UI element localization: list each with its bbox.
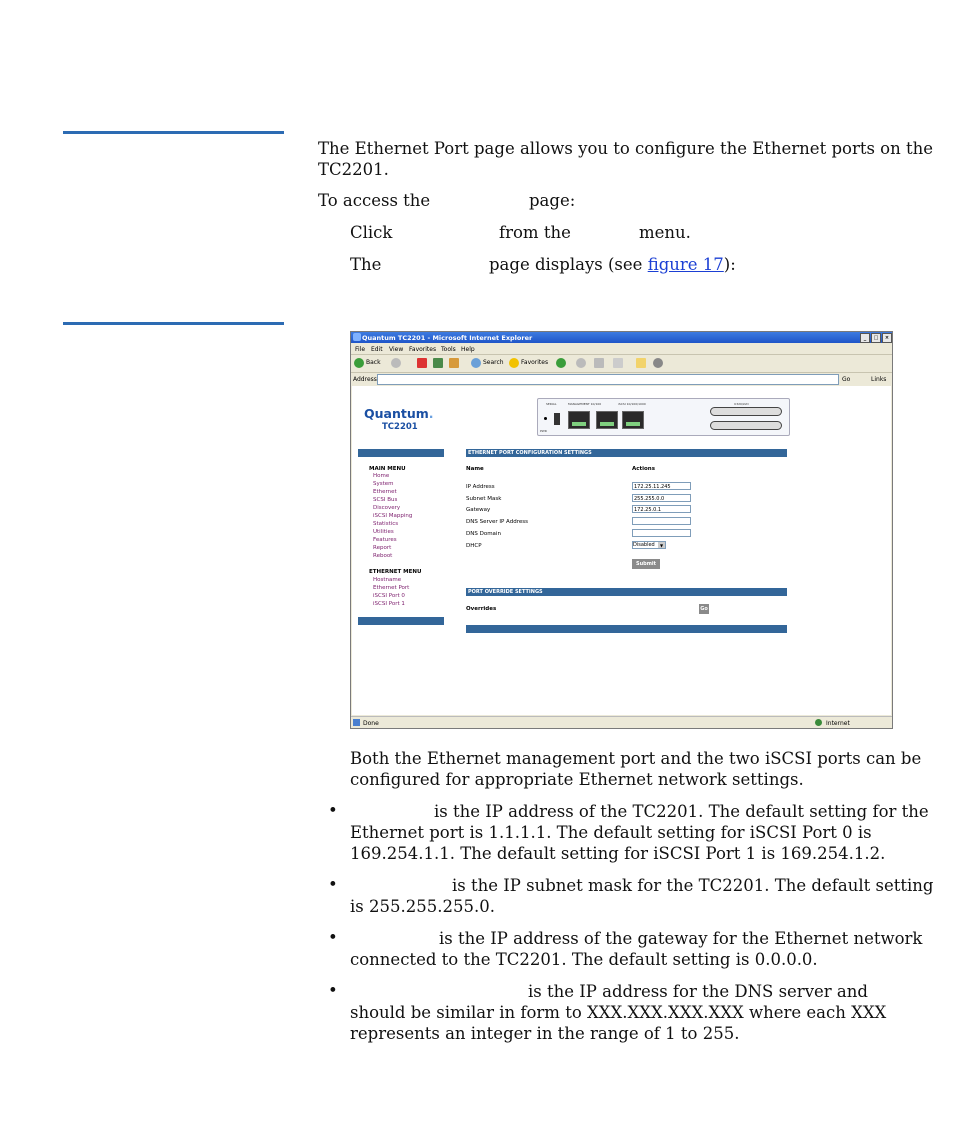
menu-hostname[interactable]: Hostname	[373, 577, 402, 583]
dhcp-select[interactable]: Disabled ▼	[632, 541, 666, 549]
step1-click: Click	[350, 223, 393, 242]
search-icon[interactable]	[471, 358, 481, 368]
address-label: Address	[353, 376, 377, 383]
address-input[interactable]	[377, 374, 839, 385]
dns-domain-input[interactable]	[632, 529, 691, 537]
menu-utilities[interactable]: Utilities	[373, 529, 394, 535]
submit-button[interactable]: Submit	[632, 559, 660, 569]
menu-ethernet-port[interactable]: Ethernet Port	[373, 585, 410, 591]
intro-line-2: TC2201.	[318, 160, 389, 179]
bullet-1-line-3: 169.254.1.1. The default setting for iSCSI Port 1 is 169.254.1.2.	[350, 844, 886, 863]
menu-edit[interactable]: Edit	[371, 346, 383, 353]
mail-icon[interactable]	[576, 358, 586, 368]
step2-the: The	[350, 255, 382, 274]
menu-iscsi-port-0[interactable]: iSCSI Port 0	[373, 593, 405, 599]
body-line-1: Both the Ethernet management port and the two iSCSI ports can be	[350, 749, 922, 768]
bottom-section-bar	[466, 625, 787, 633]
main-menu-title: MAIN MENU	[369, 466, 406, 472]
bullet-4: •	[328, 981, 338, 1000]
folder-icon[interactable]	[636, 358, 646, 368]
iscsi1-port-icon	[622, 411, 644, 429]
override-section-header: PORT OVERRIDE SETTINGS	[466, 588, 787, 596]
menu-tools[interactable]: Tools	[441, 346, 456, 353]
bullet-3: •	[328, 928, 338, 947]
config-section-header: ETHERNET PORT CONFIGURATION SETTINGS	[466, 449, 787, 457]
step2-text: page displays (see figure 17):	[489, 255, 736, 274]
ie-icon	[353, 333, 361, 341]
body-line-2: configured for appropriate Ethernet network settings.	[350, 770, 804, 789]
dns-server-input[interactable]	[632, 517, 691, 525]
edit-icon[interactable]	[613, 358, 623, 368]
overrides-go-button[interactable]: Go	[700, 606, 708, 612]
menu-system[interactable]: System	[373, 481, 394, 487]
menu-discovery[interactable]: Discovery	[373, 505, 401, 511]
bullet-4-line-3: represents an integer in the range of 1 to 255.	[350, 1024, 740, 1043]
bullet-3-line-2: connected to the TC2201. The default setting is 0.0.0.0.	[350, 950, 818, 969]
subnet-mask-input[interactable]: 255.255.0.0	[632, 494, 691, 502]
bullet-1-line-2: Ethernet port is 1.1.1.1. The default setting for iSCSI Port 0 is	[350, 823, 872, 842]
search-button[interactable]: Search	[483, 359, 504, 366]
mgmt-port-icon	[568, 411, 590, 429]
menu-scsi-bus[interactable]: SCSI Bus	[373, 497, 398, 503]
window-titlebar	[351, 332, 892, 343]
status-bar	[351, 716, 892, 729]
step1-menu: menu.	[639, 223, 691, 242]
menu-report[interactable]: Report	[373, 545, 392, 551]
scsi-connector-icon	[710, 407, 782, 416]
address-go-button[interactable]: Go	[842, 376, 851, 383]
menubar	[351, 343, 892, 355]
page-icon	[353, 719, 360, 726]
iscsi0-port-icon	[596, 411, 618, 429]
overrides-label: Overrides	[466, 606, 497, 612]
menu-iscsi-port-1[interactable]: iSCSI Port 1	[373, 601, 405, 607]
close-icon[interactable]: ×	[882, 333, 892, 343]
bullet-1: •	[328, 801, 338, 820]
ip-address-input[interactable]: 172.25.11.245	[632, 482, 691, 490]
intro-line-1: The Ethernet Port page allows you to configure the Ethernet ports on the	[318, 139, 933, 158]
menu-help[interactable]: Help	[461, 346, 475, 353]
menu-iscsi-mapping[interactable]: iSCSI Mapping	[373, 513, 413, 519]
menu-statistics[interactable]: Statistics	[373, 521, 399, 527]
sidebar-top-bar	[358, 449, 444, 457]
dns-server-label: DNS Server IP Address	[466, 519, 528, 525]
menu-ethernet[interactable]: Ethernet	[373, 489, 397, 495]
maximize-icon[interactable]: □	[871, 333, 881, 343]
favorites-icon[interactable]	[509, 358, 519, 368]
gateway-label: Gateway	[466, 507, 491, 513]
chevron-down-icon: ▼	[659, 543, 664, 548]
section-rule	[63, 131, 284, 134]
favorites-button[interactable]: Favorites	[521, 359, 549, 366]
access-text-b: page:	[529, 191, 576, 210]
messenger-icon[interactable]	[653, 358, 663, 368]
menu-view[interactable]: View	[389, 346, 404, 353]
bullet-2-line-2: is 255.255.255.0.	[350, 897, 495, 916]
back-button[interactable]: Back	[366, 359, 381, 366]
bullet-4-line-2: should be similar in form to XXX.XXX.XXX.XXX where each XXX	[350, 1003, 887, 1022]
menu-file[interactable]: File	[355, 346, 366, 353]
minimize-icon[interactable]: _	[860, 333, 870, 343]
address-bar	[351, 373, 892, 385]
dns-domain-label: DNS Domain	[466, 531, 501, 537]
figure-rule	[63, 322, 284, 325]
back-icon[interactable]	[354, 358, 364, 368]
col-actions-header: Actions	[632, 466, 655, 472]
menu-features[interactable]: Features	[373, 537, 397, 543]
print-icon[interactable]	[594, 358, 604, 368]
menu-favorites[interactable]: Favorites	[409, 346, 437, 353]
zone-text: Internet	[826, 720, 850, 727]
links-button[interactable]: Links	[871, 376, 887, 383]
window-title: Quantum TC2201 - Microsoft Internet Explorer	[362, 334, 533, 342]
sidebar-bottom-bar	[358, 617, 444, 625]
browser-screenshot	[350, 331, 893, 729]
menu-home[interactable]: Home	[373, 473, 390, 479]
globe-icon	[815, 719, 822, 726]
history-icon[interactable]	[556, 358, 566, 368]
bullet-2-line-1: is the IP subnet mask for the TC2201. The default setting	[452, 876, 934, 895]
refresh-icon[interactable]	[433, 358, 443, 368]
figure-link[interactable]: figure 17	[647, 255, 724, 274]
bullet-2: •	[328, 875, 338, 894]
device-panel-image: SERIAL MANAGEMENT 10/100 iSCSI 10/100/1000 U320/LVD PWR	[537, 398, 790, 436]
menu-reboot[interactable]: Reboot	[373, 553, 393, 559]
step1-from: from the	[499, 223, 571, 242]
scsi-connector-icon	[710, 421, 782, 430]
status-text: Done	[363, 720, 379, 727]
ethernet-menu-title: ETHERNET MENU	[369, 569, 422, 575]
web-content	[352, 386, 891, 715]
col-name-header: Name	[466, 466, 484, 472]
quantum-logo: Quantum.	[364, 406, 434, 421]
bullet-1-line-1: is the IP address of the TC2201. The default setting for the	[434, 802, 929, 821]
subnet-mask-label: Subnet Mask	[466, 496, 502, 502]
gateway-input[interactable]: 172.25.0.1	[632, 505, 691, 513]
access-text-a: To access the	[318, 191, 431, 210]
ip-address-label: IP Address	[466, 484, 495, 490]
bullet-3-line-1: is the IP address of the gateway for the Ethernet network	[439, 929, 923, 948]
home-icon[interactable]	[449, 358, 459, 368]
forward-icon[interactable]	[391, 358, 401, 368]
model-name: TC2201	[382, 422, 418, 432]
dhcp-label: DHCP	[466, 543, 482, 549]
toolbar	[351, 355, 892, 373]
stop-icon[interactable]	[417, 358, 427, 368]
bullet-4-line-1: is the IP address for the DNS server and	[528, 982, 868, 1001]
